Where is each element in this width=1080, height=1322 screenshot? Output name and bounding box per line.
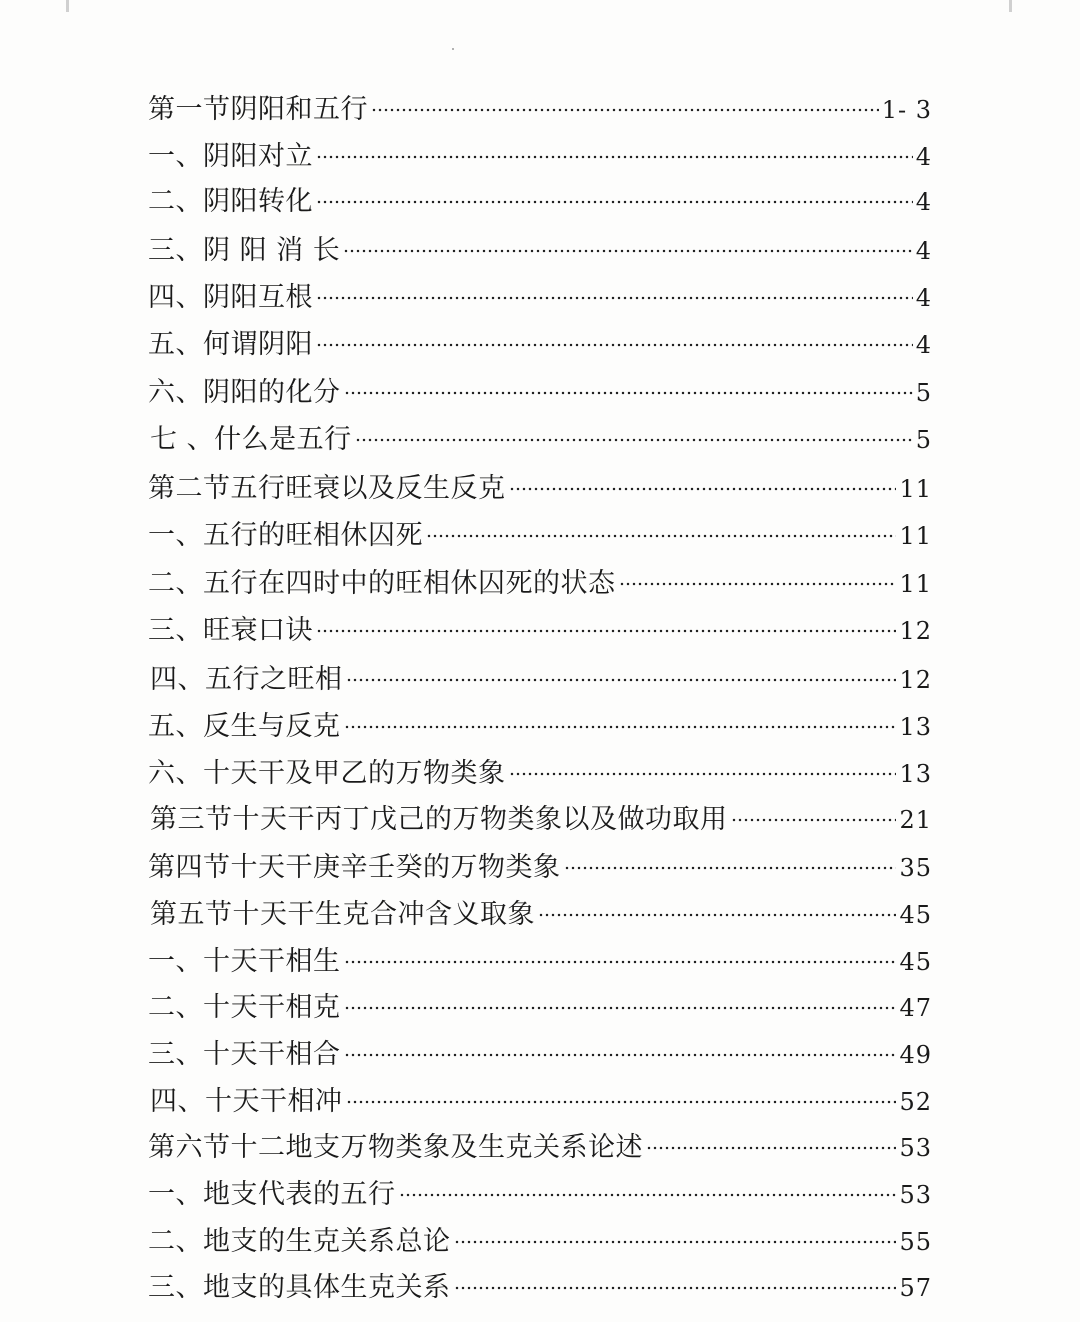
- toc-entry-page: 47: [899, 994, 932, 1022]
- toc-entry: [148, 219, 932, 266]
- toc-entry-page: 21: [899, 806, 932, 834]
- dot-leader: [346, 648, 897, 688]
- toc-entry: [148, 266, 932, 313]
- toc-entry-title: 五、何谓阴阳: [148, 329, 313, 360]
- dot-leader: [538, 883, 896, 923]
- toc-entry-page: 11: [899, 570, 932, 598]
- toc-entry: [148, 599, 932, 646]
- dot-leader: [344, 361, 913, 401]
- toc-entry: [150, 648, 932, 695]
- toc-entry-title: 二、阴阳转化: [148, 186, 313, 217]
- toc-entry-title: 二、地支的生克关系总论: [148, 1226, 451, 1257]
- toc-entry-title: 第二节五行旺衰以及反生反克: [148, 473, 506, 504]
- dot-leader: [426, 504, 896, 544]
- toc-entry-title: 五、反生与反克: [148, 711, 341, 742]
- toc-entry: [150, 408, 932, 455]
- dot-leader: [316, 266, 913, 306]
- dot-leader: [355, 408, 913, 448]
- toc-entry: [148, 1256, 932, 1303]
- toc-entry: [148, 170, 932, 217]
- dot-leader: [346, 1070, 897, 1110]
- toc-entry: [148, 504, 932, 551]
- toc-entry-page: 12: [899, 617, 932, 645]
- toc-entry-page: 57: [899, 1274, 932, 1302]
- toc-entry: [148, 742, 932, 789]
- dot-leader: [343, 219, 912, 259]
- toc-entry-title: 七 、什么是五行: [150, 424, 352, 455]
- toc-entry-page: 4: [915, 143, 932, 171]
- toc-entry: [150, 788, 932, 835]
- toc-entry: [148, 313, 932, 360]
- toc-entry-title: 四、十天干相冲: [150, 1086, 343, 1117]
- toc-entry-title: 四、阴阳互根: [148, 282, 313, 313]
- toc-entry-page: 45: [899, 948, 932, 976]
- toc-entry-title: 六、阴阳的化分: [148, 377, 341, 408]
- toc-entry: [150, 883, 932, 930]
- toc-entry-title: 一、五行的旺相休囚死: [148, 520, 423, 551]
- dot-leader: [509, 457, 897, 497]
- toc-entry-page: 55: [899, 1228, 932, 1256]
- dot-leader: [454, 1210, 897, 1250]
- dot-leader: [344, 695, 897, 735]
- dot-leader: [399, 1163, 897, 1203]
- toc-entry-page: 4: [915, 284, 932, 312]
- toc-entry: [148, 976, 932, 1023]
- toc-entry: [148, 552, 932, 599]
- toc-entry: [148, 695, 932, 742]
- dot-leader: [619, 552, 897, 592]
- toc-entry-page: 12: [899, 666, 932, 694]
- toc-entry-page: 5: [915, 426, 932, 454]
- toc-entry-page: 4: [915, 237, 932, 265]
- toc-entry-title: 第六节十二地支万物类象及生克关系论述: [148, 1132, 643, 1163]
- dot-leader: [371, 78, 879, 118]
- toc-entry-page: 35: [899, 854, 932, 882]
- toc-entry-title: 第三节十天干丙丁戊己的万物类象以及做功取用: [150, 804, 728, 835]
- toc-entry-page: 13: [899, 713, 932, 741]
- toc-entry: [148, 125, 932, 172]
- toc-entry-title: 三、地支的具体生克关系: [148, 1272, 451, 1303]
- dot-leader: [454, 1256, 897, 1296]
- toc-entry: [150, 1070, 932, 1117]
- toc-entry-title: 第一节阴阳和五行: [148, 94, 368, 125]
- toc-entry-page: 53: [899, 1181, 932, 1209]
- toc-entry: [148, 836, 932, 883]
- toc-entry-title: 三、阴 阳 消 长: [148, 235, 341, 266]
- toc-entry-page: 49: [899, 1041, 932, 1069]
- toc-entry-title: 六、十天干及甲乙的万物类象: [148, 758, 506, 789]
- dot-leader: [731, 788, 897, 828]
- toc-entry-page: 52: [899, 1088, 932, 1116]
- dot-leader: [316, 170, 913, 210]
- dot-leader: [344, 930, 897, 970]
- toc-entry-page: 53: [899, 1134, 932, 1162]
- toc-entry-title: 第五节十天干生克合冲含义取象: [150, 899, 535, 930]
- toc-entry: [148, 457, 932, 504]
- toc-entry-page: 4: [915, 188, 932, 216]
- toc-entry-title: 四、五行之旺相: [150, 664, 343, 695]
- dot-leader: [316, 313, 913, 353]
- toc-entry-page: 11: [899, 522, 932, 550]
- toc-entry-title: 二、十天干相克: [148, 992, 341, 1023]
- toc-entry-page: 11: [899, 475, 932, 503]
- toc-entry-page: 13: [899, 760, 932, 788]
- toc-entry-page: 1- 3: [881, 96, 932, 124]
- toc-entry-title: 一、阴阳对立: [148, 141, 313, 172]
- toc-entry: [148, 1163, 932, 1210]
- toc-entry: [148, 1116, 932, 1163]
- dot-leader: [344, 976, 897, 1016]
- toc-entry: [148, 1023, 932, 1070]
- toc-entry: [148, 78, 932, 125]
- toc-entry: [148, 930, 932, 977]
- toc-entry-title: 三、十天干相合: [148, 1039, 341, 1070]
- toc-entry-title: 三、旺衰口诀: [148, 615, 313, 646]
- dot-leader: [344, 1023, 897, 1063]
- dot-leader: [316, 125, 913, 165]
- toc-entry-title: 一、地支代表的五行: [148, 1179, 396, 1210]
- dot-leader: [646, 1116, 896, 1156]
- toc-entry-title: 第四节十天干庚辛壬癸的万物类象: [148, 852, 561, 883]
- toc-entry-title: 二、五行在四时中的旺相休囚死的状态: [148, 568, 616, 599]
- dot-leader: [316, 599, 896, 639]
- toc-entry-page: 5: [915, 379, 932, 407]
- dot-leader: [564, 836, 897, 876]
- toc-entry-page: 4: [915, 331, 932, 359]
- toc-entry: [148, 1210, 932, 1257]
- toc-entry-page: 45: [899, 901, 932, 929]
- toc-entry-title: 一、十天干相生: [148, 946, 341, 977]
- dot-leader: [509, 742, 897, 782]
- toc-entry: [148, 361, 932, 408]
